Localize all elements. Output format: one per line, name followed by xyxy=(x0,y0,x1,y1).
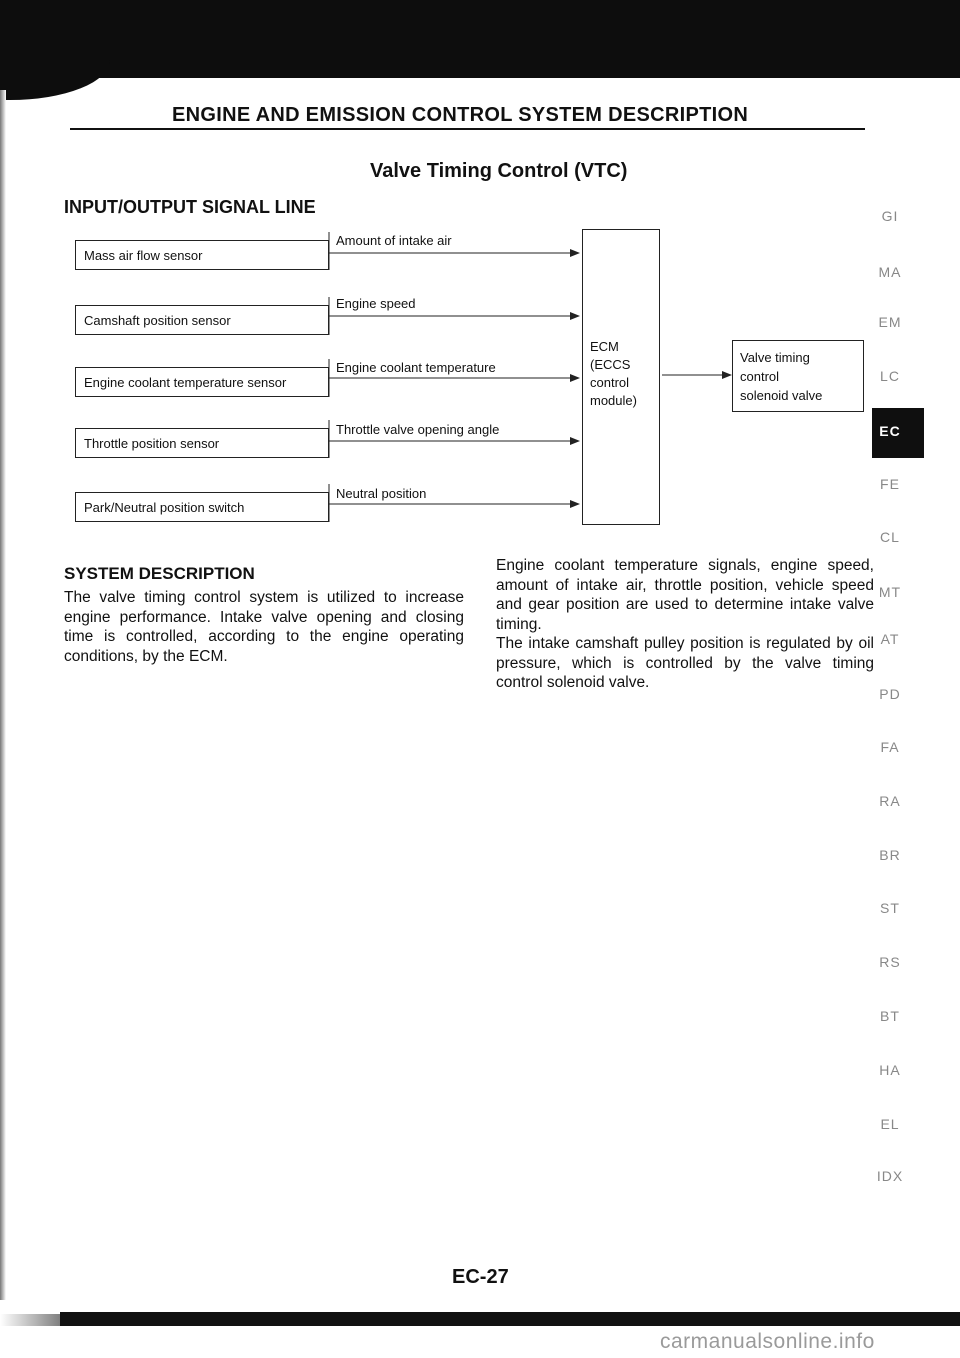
bottom-black-band xyxy=(60,1312,960,1326)
system-description-right xyxy=(496,556,874,693)
paragraph: The intake camshaft pulley position is regulated by oil pressure, which is controlled by the valve timing control solenoid valve. xyxy=(496,635,874,691)
arrow-1 xyxy=(570,249,580,257)
tab-gi[interactable]: GI xyxy=(881,208,899,224)
valve-line: solenoid valve xyxy=(740,388,823,403)
tab-el[interactable]: EL xyxy=(880,1116,900,1132)
tab-ha[interactable]: HA xyxy=(879,1062,901,1078)
signal-label-coolant-temp: Engine coolant temperature xyxy=(336,360,496,375)
valve-line: Valve timing xyxy=(740,350,810,365)
page-number: EC-27 xyxy=(452,1266,509,1288)
system-description-left xyxy=(64,588,464,666)
tab-pd[interactable]: PD xyxy=(879,686,901,702)
tab-ma[interactable]: MA xyxy=(878,264,902,280)
tab-idx[interactable]: IDX xyxy=(876,1168,904,1184)
arrow-3 xyxy=(570,374,580,382)
paragraph: Engine coolant temperature signals, engine speed, amount of intake air, throttle position, vehicle speed and gear position are used to determine intake valve timing. xyxy=(496,557,874,633)
tab-cl[interactable]: CL xyxy=(880,529,900,545)
signal-label-throttle-angle: Throttle valve opening angle xyxy=(336,422,500,437)
tab-fe[interactable]: FE xyxy=(880,476,900,492)
arrow-4 xyxy=(570,437,580,445)
ecm-line: ECM xyxy=(590,339,619,354)
tab-ra[interactable]: RA xyxy=(879,793,901,809)
tab-em[interactable]: EM xyxy=(878,314,902,330)
sensor-box-throttle-position: Throttle position sensor xyxy=(75,428,329,458)
valve-line: control xyxy=(740,369,780,384)
tab-lc[interactable]: LC xyxy=(880,368,900,384)
arrow-output xyxy=(722,371,732,379)
watermark: carmanualsonline.info xyxy=(660,1330,875,1353)
ecm-label xyxy=(590,338,637,410)
sensor-box-engine-coolant-temp: Engine coolant temperature sensor xyxy=(75,367,329,397)
ecm-line: control xyxy=(590,375,630,390)
valve-timing-label xyxy=(740,348,822,405)
tab-at[interactable]: AT xyxy=(880,631,900,647)
arrow-5 xyxy=(570,500,580,508)
sensor-box-park-neutral-switch: Park/Neutral position switch xyxy=(75,492,329,522)
tab-bt[interactable]: BT xyxy=(880,1008,900,1024)
signal-label-neutral-position: Neutral position xyxy=(336,486,427,501)
ecm-line: (ECCS xyxy=(590,357,631,372)
tab-ec[interactable]: EC xyxy=(879,423,901,439)
tab-br[interactable]: BR xyxy=(879,847,901,863)
tab-rs[interactable]: RS xyxy=(879,954,901,970)
section-title: ENGINE AND EMISSION CONTROL SYSTEM DESCRIPTION xyxy=(172,104,749,126)
tab-fa[interactable]: FA xyxy=(880,739,900,755)
signal-label-intake-air: Amount of intake air xyxy=(336,233,452,248)
tab-mt[interactable]: MT xyxy=(878,584,902,600)
sensor-box-camshaft-position: Camshaft position sensor xyxy=(75,305,329,335)
sensor-box-mass-air-flow: Mass air flow sensor xyxy=(75,240,329,270)
arrow-2 xyxy=(570,312,580,320)
signal-label-engine-speed: Engine speed xyxy=(336,296,416,311)
page-title: Valve Timing Control (VTC) xyxy=(370,160,628,182)
io-signal-heading: INPUT/OUTPUT SIGNAL LINE xyxy=(64,197,316,217)
system-description-heading: SYSTEM DESCRIPTION xyxy=(64,564,255,583)
ecm-line: module) xyxy=(590,393,637,408)
paragraph: The valve timing control system is utilized to increase engine performance. Intake valve opening and closing time is controlled, according to the engine operating conditions, by the ECM. xyxy=(64,589,464,665)
tab-st[interactable]: ST xyxy=(880,900,900,916)
